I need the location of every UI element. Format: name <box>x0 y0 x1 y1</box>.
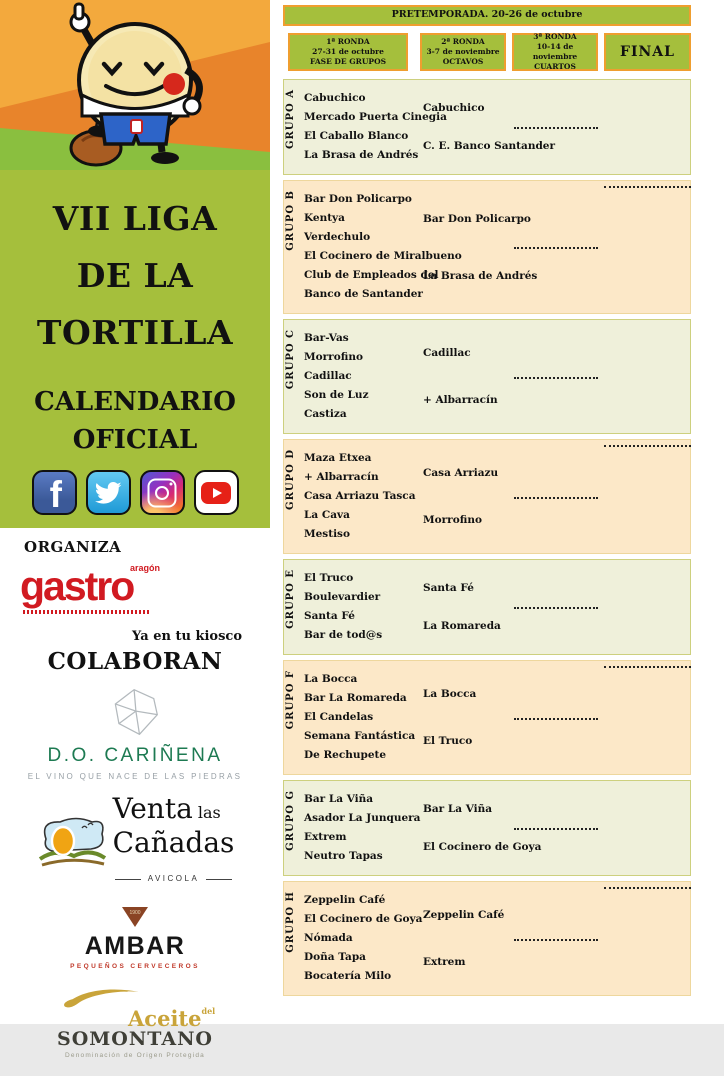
title-line: TORTILLA <box>36 313 234 352</box>
ambar-triangle-icon <box>121 906 149 928</box>
group-block <box>283 180 691 314</box>
team-name: El Candelas <box>304 711 374 723</box>
youtube-play-triangle <box>213 488 222 498</box>
round2-winner: La Brasa de Andrés <box>423 269 538 282</box>
group-label: GRUPO H <box>285 891 296 953</box>
somontano-word1: Aceite <box>128 1006 202 1031</box>
group-block <box>283 559 691 655</box>
organiza-heading: ORGANIZA <box>24 538 122 556</box>
facebook-icon[interactable] <box>32 470 77 515</box>
round3-dotted-line <box>514 127 598 129</box>
team-name: Asador La Junquera <box>304 812 421 824</box>
round1-title: 1ª RONDA <box>326 37 370 46</box>
final-dotted-line <box>604 186 691 188</box>
ambar-logo <box>0 906 270 970</box>
gastro-tagline-strip <box>23 610 151 614</box>
title-line: DE LA <box>76 256 194 295</box>
group-label: GRUPO F <box>285 670 296 730</box>
final-dotted-line <box>604 887 691 889</box>
team-name: Maza Etxea <box>304 452 372 464</box>
team-name: Bar-Vas <box>304 332 349 344</box>
group-label: GRUPO B <box>285 190 296 251</box>
round3-dotted-line <box>514 828 598 830</box>
group-label: GRUPO E <box>285 569 296 629</box>
sidebar <box>0 0 270 1059</box>
somontano-logo <box>0 986 270 1076</box>
final-dotted-line <box>604 666 691 668</box>
venta-tagline-row <box>113 864 235 894</box>
round2-winner: Cadillac <box>423 346 471 359</box>
round1-header <box>288 33 408 71</box>
tagline-rule-right <box>206 879 232 880</box>
team-name: Bar La Viña <box>304 793 374 805</box>
round2-winner: Extrem <box>423 956 466 969</box>
carinena-tagline: EL VINO QUE NACE DE LAS PIEDRAS <box>27 772 243 781</box>
gastro-region-label: aragón <box>129 563 160 573</box>
instagram-flash-dot <box>169 482 173 486</box>
team-name: + Albarracín <box>304 471 379 483</box>
team-name: La Bocca <box>304 673 358 685</box>
team-name: Bar de tod@s <box>304 629 383 641</box>
venta-word2: las <box>197 803 221 822</box>
pretemporada-header: PRETEMPORADA. 20-26 de octubre <box>283 5 691 26</box>
team-name: La Brasa de Andrés <box>304 149 419 161</box>
team-name: El Cocinero de Goya <box>304 913 423 925</box>
team-name: Zeppelin Café <box>304 894 386 906</box>
somontano-del: del <box>201 1006 216 1016</box>
team-name: Cadillac <box>304 370 352 382</box>
round2-winner: La Romareda <box>423 620 501 632</box>
round2-header <box>420 33 506 71</box>
team-name: Neutro Tapas <box>304 850 383 862</box>
title-line: VII LIGA <box>52 199 218 238</box>
final-title: FINAL <box>620 44 675 60</box>
team-name: Bar Don Policarpo <box>304 193 412 205</box>
youtube-icon[interactable] <box>194 470 239 515</box>
ambar-year: 1900 <box>129 910 141 916</box>
round2-stage: OCTAVOS <box>442 57 484 66</box>
subtitle-line: OFICIAL <box>72 425 198 455</box>
carinena-name: D.O. CARIÑENA <box>47 745 223 766</box>
twitter-icon[interactable] <box>86 470 131 515</box>
team-name: Extrem <box>304 831 347 843</box>
group-block <box>283 439 691 554</box>
team-name: Kentya <box>304 212 345 224</box>
group-block <box>283 780 691 876</box>
venta-logo <box>0 794 270 894</box>
round2-winner: El Truco <box>423 735 473 748</box>
round2-dates: 3-7 de noviembre <box>426 47 500 56</box>
team-name: Bar La Romareda <box>304 692 407 704</box>
final-dotted-line <box>604 445 691 447</box>
kiosco-label: Ya en tu kiosco <box>132 629 242 644</box>
round2-winner: C. E. Banco Santander <box>423 140 556 152</box>
colaboran-heading: COLABORAN <box>47 648 223 675</box>
group-label: GRUPO A <box>285 89 296 150</box>
round2-winner: Bar La Viña <box>423 803 493 815</box>
group-block <box>283 79 691 175</box>
team-name: Verdechulo <box>304 231 371 243</box>
round3-title: 3ª RONDA <box>533 32 577 41</box>
round1-dates: 27-31 de octubre <box>312 47 384 56</box>
tortilla-mascot-icon <box>0 0 270 170</box>
venta-word1: Venta <box>112 792 193 825</box>
round2-winner: Bar Don Policarpo <box>423 212 531 225</box>
team-name: Morrofino <box>304 351 363 363</box>
round2-winner: Santa Fé <box>423 582 474 594</box>
round3-dotted-line <box>514 497 598 499</box>
team-name: Boulevardier <box>304 591 381 603</box>
groups-container <box>283 79 691 996</box>
group-label: GRUPO G <box>285 790 296 851</box>
group-block <box>283 660 691 775</box>
team-name: De Rechupete <box>304 749 387 761</box>
somontano-name: SOMONTANO <box>57 1028 213 1050</box>
instagram-lens <box>155 486 169 500</box>
team-name: Casa Arriazu Tasca <box>304 490 416 502</box>
team-name: El Caballo Blanco <box>304 130 409 142</box>
round3-dates: 10-14 de noviembre <box>532 42 578 61</box>
group-block <box>283 319 691 434</box>
bracket-area <box>283 5 691 996</box>
carinena-stone-icon <box>107 687 163 737</box>
team-name: Mercado Puerta Cinegia <box>304 111 447 123</box>
subtitle-line: CALENDARIO <box>34 387 236 417</box>
group-block <box>283 881 691 996</box>
round2-winner: Cabuchico <box>423 102 485 114</box>
team-name: Nómada <box>304 932 353 944</box>
round2-winner: La Bocca <box>423 687 477 700</box>
team-name: El Truco <box>304 572 354 584</box>
team-name: Cabuchico <box>304 92 366 104</box>
group-label: GRUPO C <box>285 329 296 390</box>
team-name: Doña Tapa <box>304 951 366 963</box>
round3-stage: CUARTOS <box>534 62 576 71</box>
team-name: Castiza <box>304 408 347 420</box>
team-name: La Cava <box>304 509 350 521</box>
team-name: Santa Fé <box>304 610 355 622</box>
round-headers-row <box>283 33 691 71</box>
team-name: Semana Fantástica <box>304 730 416 742</box>
venta-tagline: AVICOLA <box>147 874 200 883</box>
venta-word3: Cañadas <box>112 826 235 859</box>
team-name: El Cocinero de Miralbueno <box>304 250 462 262</box>
gastro-wordmark: gastro <box>20 563 134 609</box>
carinena-logo <box>0 687 270 781</box>
round3-dotted-line <box>514 718 598 720</box>
team-name: Mestiso <box>304 528 350 540</box>
poster-subtitle <box>0 383 270 459</box>
instagram-icon[interactable] <box>140 470 185 515</box>
poster-title <box>0 190 270 361</box>
ambar-name: AMBAR <box>84 932 186 960</box>
round1-stage: FASE DE GRUPOS <box>309 57 387 66</box>
ambar-tagline: PEQUEÑOS CERVECEROS <box>70 963 200 970</box>
round2-winner: El Cocinero de Goya <box>423 841 542 853</box>
round2-winner: Zeppelin Café <box>423 908 505 921</box>
round3-dotted-line <box>514 939 598 941</box>
round3-dotted-line <box>514 247 598 249</box>
tortilla-mascot-illustration <box>0 0 270 170</box>
round2-winner: Casa Arriazu <box>423 466 499 479</box>
tagline-rule-left <box>115 879 141 880</box>
group-label: GRUPO D <box>285 449 296 510</box>
round2-winner: + Albarracín <box>423 394 498 407</box>
title-block <box>0 170 270 528</box>
team-name: Bocatería Milo <box>304 970 392 982</box>
round2-winner: Morrofino <box>423 514 482 527</box>
somontano-tagline: Denominación de Origen Protegida <box>65 1052 205 1059</box>
team-name: Club de Empleados del Banco de Santander <box>304 269 439 300</box>
social-icons-row <box>0 470 270 515</box>
round3-header <box>512 33 598 71</box>
final-header <box>604 33 691 71</box>
venta-wordmark <box>113 794 235 894</box>
round2-title: 2ª RONDA <box>441 37 485 46</box>
gastro-logo <box>20 563 180 621</box>
youtube-play-button <box>201 482 231 504</box>
team-name: Son de Luz <box>304 389 369 401</box>
twitter-bird-icon <box>94 479 122 507</box>
round3-dotted-line <box>514 377 598 379</box>
facebook-glyph: f <box>49 474 63 515</box>
venta-egg-icon <box>36 813 108 875</box>
round3-dotted-line <box>514 607 598 609</box>
